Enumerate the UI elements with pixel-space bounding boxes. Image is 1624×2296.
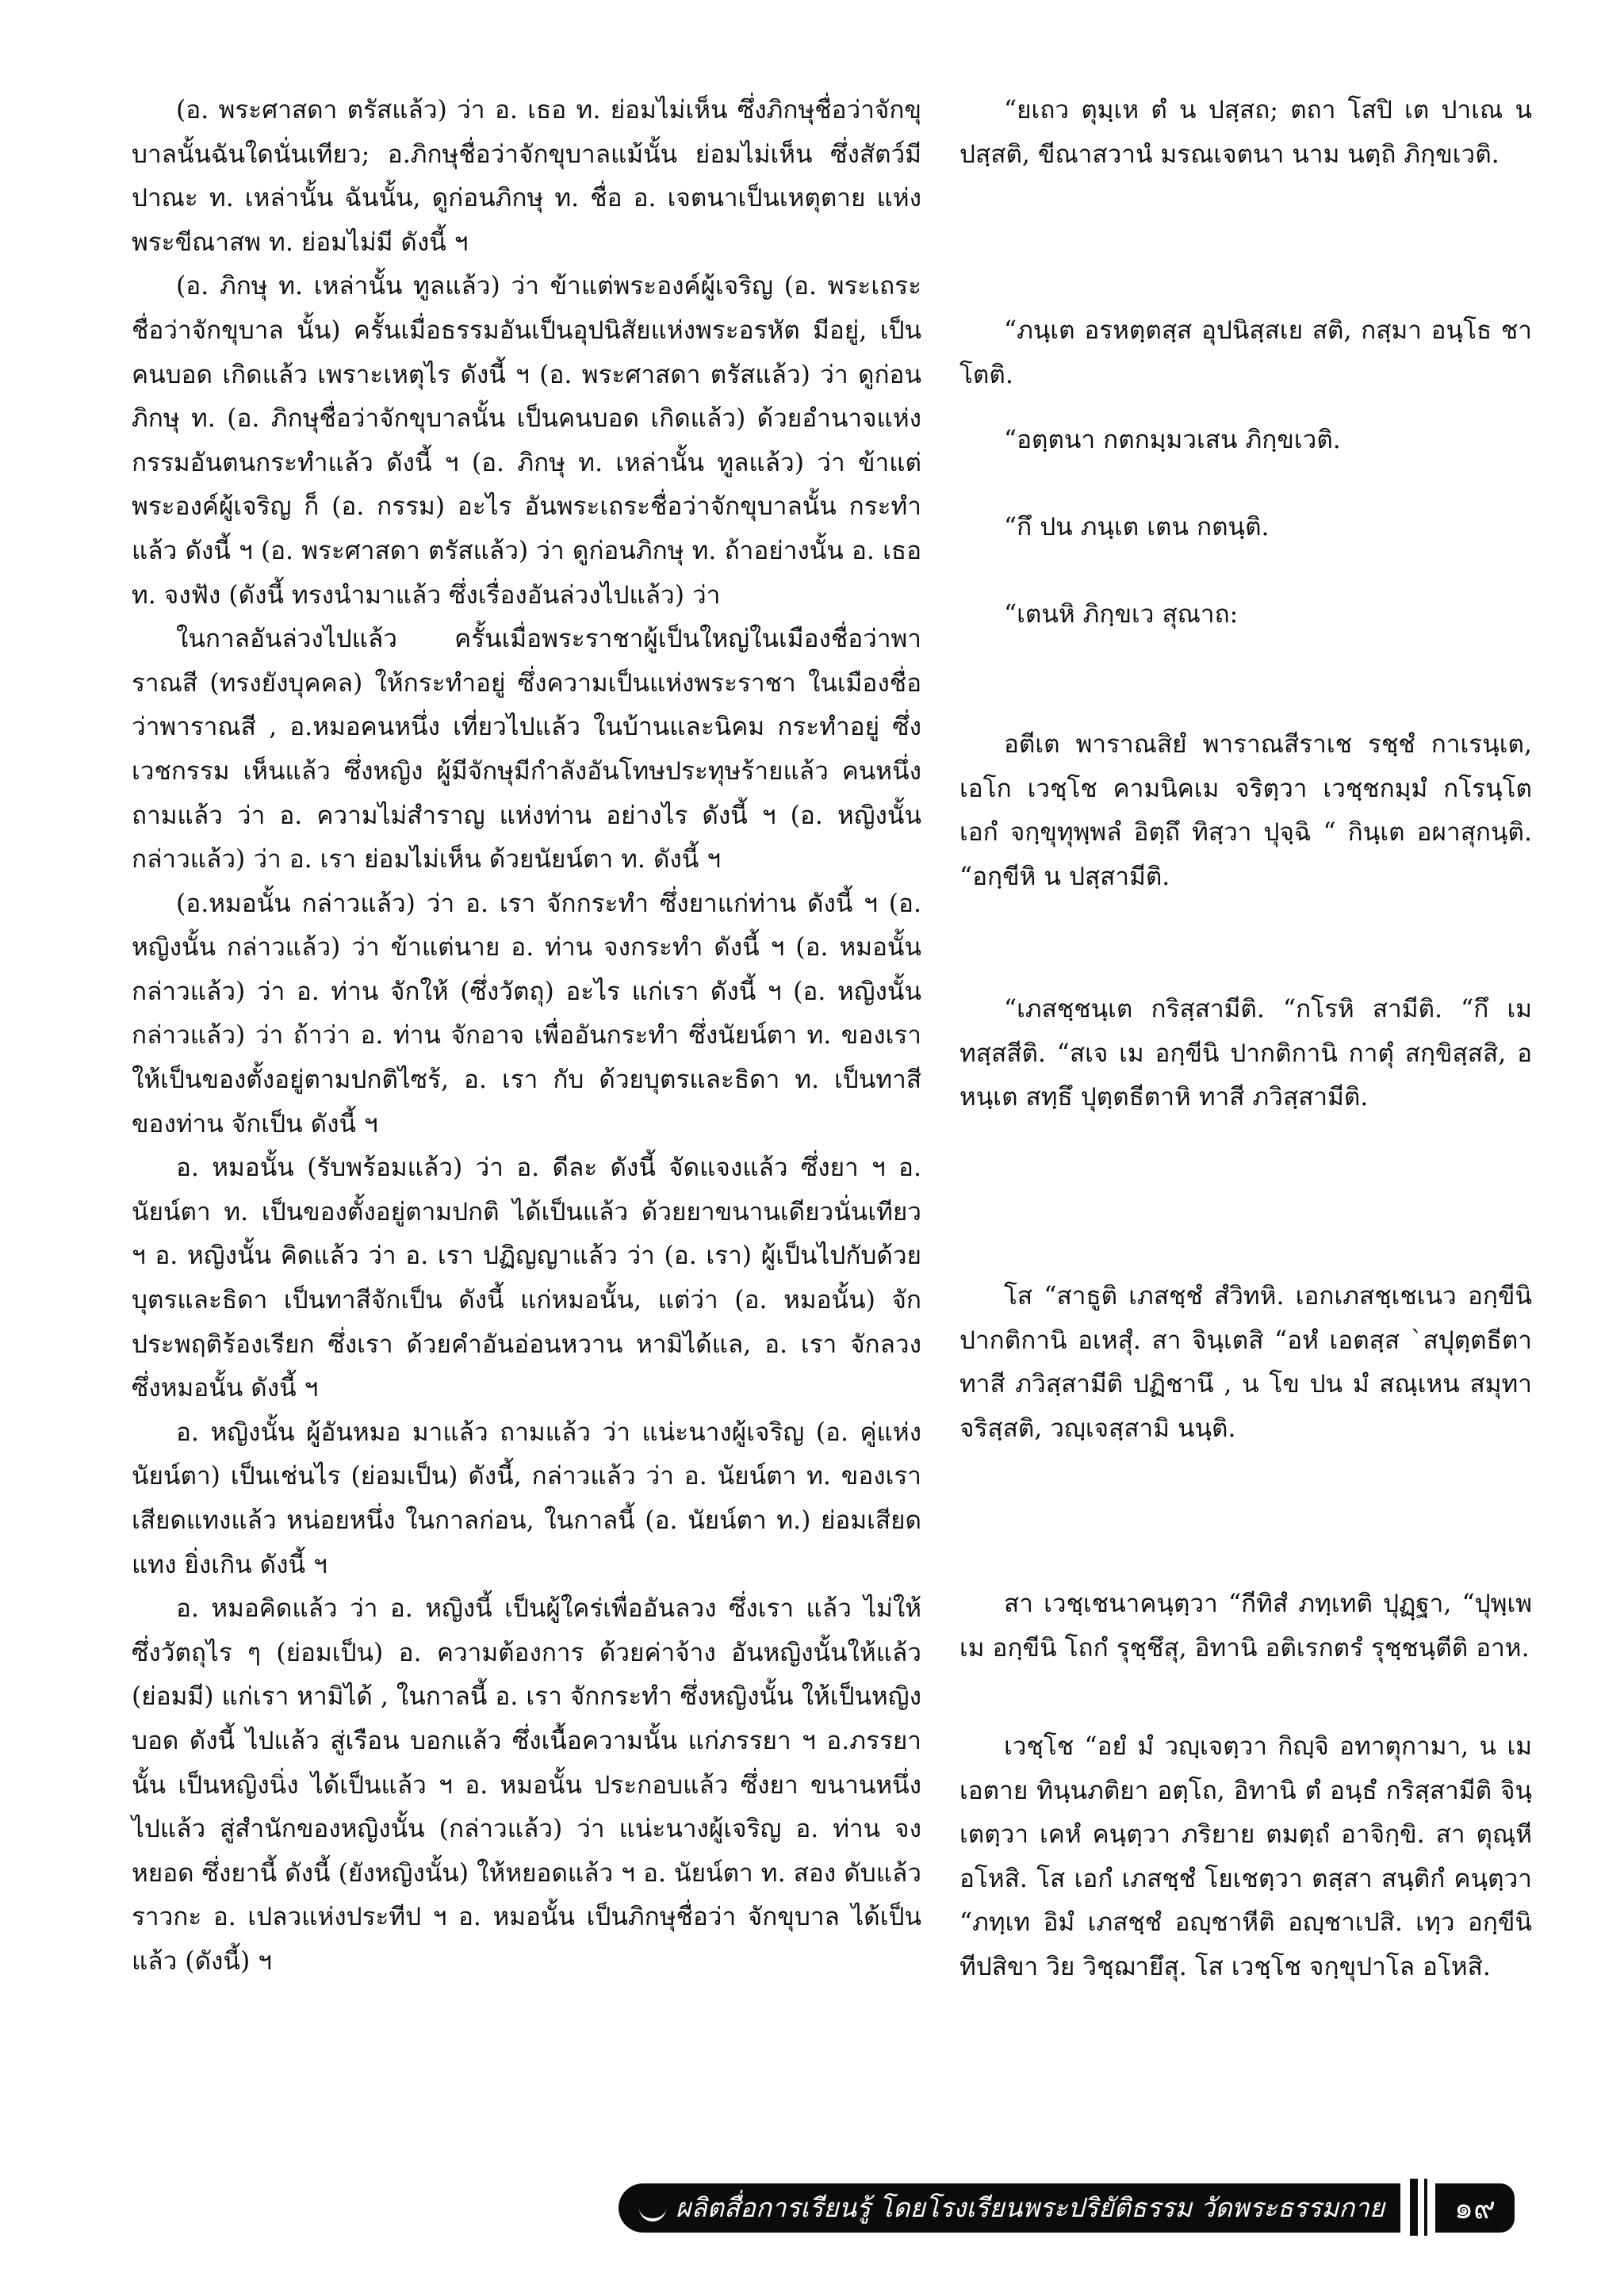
- paragraph: (อ. พระศาสดา ตรัสแล้ว) ว่า อ. เธอ ท. ย่อมไม่เห็น ซึ่งภิกษุชื่อว่าจักขุบาลนั้นฉันใดนั่นเทียว; อ.ภิกษุชื่อว่าจักขุบาลแม้นั้น ย่อมไม่เห็น ซึ่งสัตว์มีปาณะ ท. เหล่านั้น ฉันนั้น, ดูก่อนภิกษุ ท. ชื่อ อ. เจตนาเป็นเหตุตาย แห่งพระขีณาสพ ท. ย่อมไม่มี ดังนี้ ฯ: [132, 96, 921, 257]
- paragraph: “กึ ปน ภนฺเต เตน กตนฺติ.: [1004, 513, 1270, 541]
- paragraph: สา เวชฺเชนาคนฺตฺวา “กีทิสํ ภทฺเทติ ปุฏฺฐา, “ปุพฺเพ เม อกฺขีนิ โถกํ รุชฺชึสุ, อิทานิ อติเรกตรํ รุชฺชนฺตีติ อาห.: [959, 1590, 1532, 1663]
- left-column-thai-translation: [132, 89, 921, 1984]
- paragraph: อตีเต พาราณสิยํ พาราณสีราเช รชฺชํ กาเรนฺเต, เอโก เวชฺโช คามนิคเม จริตฺวา เวชฺชกมฺมํ กโรนฺโต เอกํ จกฺขุทุพฺพลํ อิตฺถึ ทิสฺวา ปุจฺฉิ “ กินฺเต อผาสุกนฺติ. “อกฺขีหิ น ปสฺสามีติ.: [959, 730, 1532, 891]
- paragraph: อ. หมอนั้น (รับพร้อมแล้ว) ว่า อ. ดีละ ดังนี้ จัดแจงแล้ว ซึ่งยา ฯ อ. นัยน์ตา ท. เป็นของตั้งอยู่ตามปกติ ได้เป็นแล้ว ด้วยยาขนานเดียวนั่นเทียว ฯ อ. หญิงนั้น คิดแล้ว ว่า อ. เรา ปฏิญญาแล้ว ว่า (อ. เรา) ผู้เป็นไปกับด้วยบุตรและธิดา เป็นทาสีจักเป็น ดังนี้ แก่หมอนั้น, แต่ว่า (อ. หมอนั้น) จักประพฤติร้องเรียก ซึ่งเรา ด้วยคำอันอ่อนหวาน หามิได้แล, อ. เรา จักลวง ซึ่งหมอนั้น ดังนี้ ฯ: [132, 1154, 921, 1403]
- paragraph: “ภนฺเต อรหตฺตสฺส อุปนิสฺสเย สติ, กสฺมา อนฺโธ ชาโตติ.: [959, 316, 1532, 389]
- paragraph: “ยเถว ตุมฺเห ตํ น ปสฺสถ; ตถา โสปิ เต ปาเณ น ปสฺสติ, ขีณาสวานํ มรณเจตนา นาม นตฺถิ ภิกฺขเวติ.: [959, 96, 1532, 169]
- paragraph: ในกาลอันล่วงไปแล้ว ครั้นเมื่อพระราชาผู้เป็นใหญ่ในเมืองชื่อว่าพาราณสี (ทรงยังบุคคล) ให้กระทำอยู่ ซึ่งความเป็นแห่งพระราชา ในเมืองชื่อว่าพาราณสี , อ.หมอคนหนึ่ง เที่ยวไปแล้ว ในบ้านและนิคม กระทำอยู่ ซึ่งเวชกรรม เห็นแล้ว ซึ่งหญิง ผู้มีจักษุมีกำลังอันโทษประทุษร้ายแล้ว คนหนึ่ง ถามแล้ว ว่า อ. ความไม่สำราญ แห่งท่าน อย่างไร ดังนี้ ฯ (อ. หญิงนั้น กล่าวแล้ว) ว่า อ. เรา ย่อมไม่เห็น ด้วยนัยน์ตา ท. ดังนี้ ฯ: [132, 625, 921, 874]
- paragraph: (อ.หมอนั้น กล่าวแล้ว) ว่า อ. เรา จักกระทำ ซึ่งยาแก่ท่าน ดังนี้ ฯ (อ. หญิงนั้น กล่าวแล้ว) ว่า ข้าแต่นาย อ. ท่าน จงกระทำ ดังนี้ ฯ (อ. หมอนั้น กล่าวแล้ว) ว่า อ. ท่าน จักให้ (ซึ่งวัตถุ) อะไร แก่เรา ดังนี้ ฯ (อ. หญิงนั้น กล่าวแล้ว) ว่า ถ้าว่า อ. ท่าน จักอาจ เพื่ออันกระทำ ซึ่งนัยน์ตา ท. ของเรา ให้เป็นของตั้งอยู่ตามปกติไซร้, อ. เรา กับ ด้วยบุตรและธิดา ท. เป็นทาสี ของท่าน จักเป็น ดังนี้ ฯ: [132, 889, 921, 1138]
- paragraph: “เตนหิ ภิกฺขเว สุณาถ:: [1004, 600, 1239, 629]
- swoosh-icon: [639, 2199, 666, 2221]
- paragraph: โส “สาธูติ เภสชฺชํ สํวิทหิ. เอกเภสชฺเชเนว อกฺขีนิ ปากติกานิ อเหสุํ. สา จินฺเตสิ “อหํ เอตสฺส `สปุตฺตธีตา ทาสี ภวิสฺสามีติ ปฏิชานึ , น โข ปน มํ สณฺเหน สมุทาจริสฺสติ, วญฺเจสฺสามิ นนฺติ.: [959, 1282, 1532, 1443]
- paragraph: “อตฺตนา กตกมฺมวเสน ภิกฺขเวติ.: [1004, 426, 1341, 454]
- page-number: ๑๙: [1454, 2191, 1496, 2225]
- paragraph: “เภสชฺชนฺเต กริสฺสามีติ. “กโรหิ สามีติ. “กึ เม ทสฺสสีติ. “สเจ เม อกฺขีนิ ปากติกานิ กาตุํ สกฺขิสฺสสิ, อหนฺเต สทฺธึ ปุตฺตธีตาหิ ทาสี ภวิสฺสามีติ.: [959, 995, 1532, 1112]
- footer-banner: [619, 2183, 1400, 2233]
- paragraph: เวชฺโช “อยํ มํ วญฺเจตฺวา กิญฺจิ อทาตุกามา, น เม เอตาย ทินฺนภติยา อตฺโถ, อิทานิ ตํ อนฺธํ กริสฺสามีติ จินฺเตตฺวา เคหํ คนฺตฺวา ภริยาย ตมตฺถํ อาจิกฺขิ. สา ตุณฺหี อโหสิ. โส เอกํ เภสชฺชํ โยเชตฺวา ตสฺสา สนฺติกํ คนฺตฺวา “ภทฺเท อิมํ เภสชฺชํ อญฺชาหีติ อญฺชาเปสิ. เทฺว อกฺขีนิ ทีปสิขา วิย วิชฺฌายึสุ. โส เวชฺโช จกฺขุปาโล อโหสิ.: [959, 1732, 1532, 1981]
- page-number-box: [1435, 2183, 1515, 2233]
- footer-divider: [1424, 2179, 1427, 2236]
- page-footer: [619, 2179, 1515, 2236]
- paragraph: อ. หญิงนั้น ผู้อันหมอ มาแล้ว ถามแล้ว ว่า แน่ะนางผู้เจริญ (อ. คู่แห่งนัยน์ตา) เป็นเช่นไร (ย่อมเป็น) ดังนี้, กล่าวแล้ว ว่า อ. นัยน์ตา ท. ของเรา เสียดแทงแล้ว หน่อยหนึ่ง ในกาลก่อน, ในกาลนี้ (อ. นัยน์ตา ท.) ย่อมเสียดแทง ยิ่งเกิน ดังนี้ ฯ: [132, 1418, 921, 1579]
- footer-banner-text: ผลิตสื่อการเรียนรู้ โดยโรงเรียนพระปริยัติธรรม วัดพระธรรมกาย: [676, 2192, 1385, 2223]
- paragraph: อ. หมอคิดแล้ว ว่า อ. หญิงนี้ เป็นผู้ใคร่เพื่ออันลวง ซึ่งเรา แล้ว ไม่ให้ ซึ่งวัตถุไร ๆ (ย่อมเป็น) อ. ความต้องการ ด้วยค่าจ้าง อันหญิงนั้นให้แล้ว (ย่อมมี) แก่เรา หามิได้ , ในกาลนี้ อ. เรา จักกระทำ ซึ่งหญิงนั้น ให้เป็นหญิงบอด ดังนี้ ไปแล้ว สู่เรือน บอกแล้ว ซึ่งเนื้อความนั้น แก่ภรรยา ฯ อ.ภรรยานั้น เป็นหญิงนิ่ง ได้เป็นแล้ว ฯ อ. หมอนั้น ประกอบแล้ว ซึ่งยา ขนานหนึ่ง ไปแล้ว สู่สำนักของหญิงนั้น (กล่าวแล้ว) ว่า แน่ะนางผู้เจริญ อ. ท่าน จงหยอด ซึ่งยานี้ ดังนี้ (ยังหญิงนั้น) ให้หยอดแล้ว ฯ อ. นัยน์ตา ท. สอง ดับแล้ว ราวกะ อ. เปลวแห่งประทีป ฯ อ. หมอนั้น เป็นภิกษุชื่อว่า จักขุบาล ได้เป็นแล้ว (ดังนี้) ฯ: [132, 1594, 921, 1976]
- footer-divider: [1410, 2179, 1418, 2236]
- paragraph: (อ. ภิกษุ ท. เหล่านั้น ทูลแล้ว) ว่า ข้าแต่พระองค์ผู้เจริญ (อ. พระเถระชื่อว่าจักขุบาล นั้น) ครั้นเมื่อธรรมอันเป็นอุปนิสัยแห่งพระอรหัต มีอยู่, เป็นคนบอด เกิดแล้ว เพราะเหตุไร ดังนี้ ฯ (อ. พระศาสดา ตรัสแล้ว) ว่า ดูก่อนภิกษุ ท. (อ. ภิกษุชื่อว่าจักขุบาลนั้น เป็นคนบอด เกิดแล้ว) ด้วยอำนาจแห่งกรรมอันตนกระทำแล้ว ดังนี้ ฯ (อ. ภิกษุ ท. เหล่านั้น ทูลแล้ว) ว่า ข้าแต่พระองค์ผู้เจริญ ก็ (อ. กรรม) อะไร อันพระเถระชื่อว่าจักขุบาลนั้น กระทำแล้ว ดังนี้ ฯ (อ. พระศาสดา ตรัสแล้ว) ว่า ดูก่อนภิกษุ ท. ถ้าอย่างนั้น อ. เธอ ท. จงฟัง (ดังนี้ ทรงนำมาแล้ว ซึ่งเรื่องอันล่วงไปแล้ว) ว่า: [132, 272, 921, 610]
